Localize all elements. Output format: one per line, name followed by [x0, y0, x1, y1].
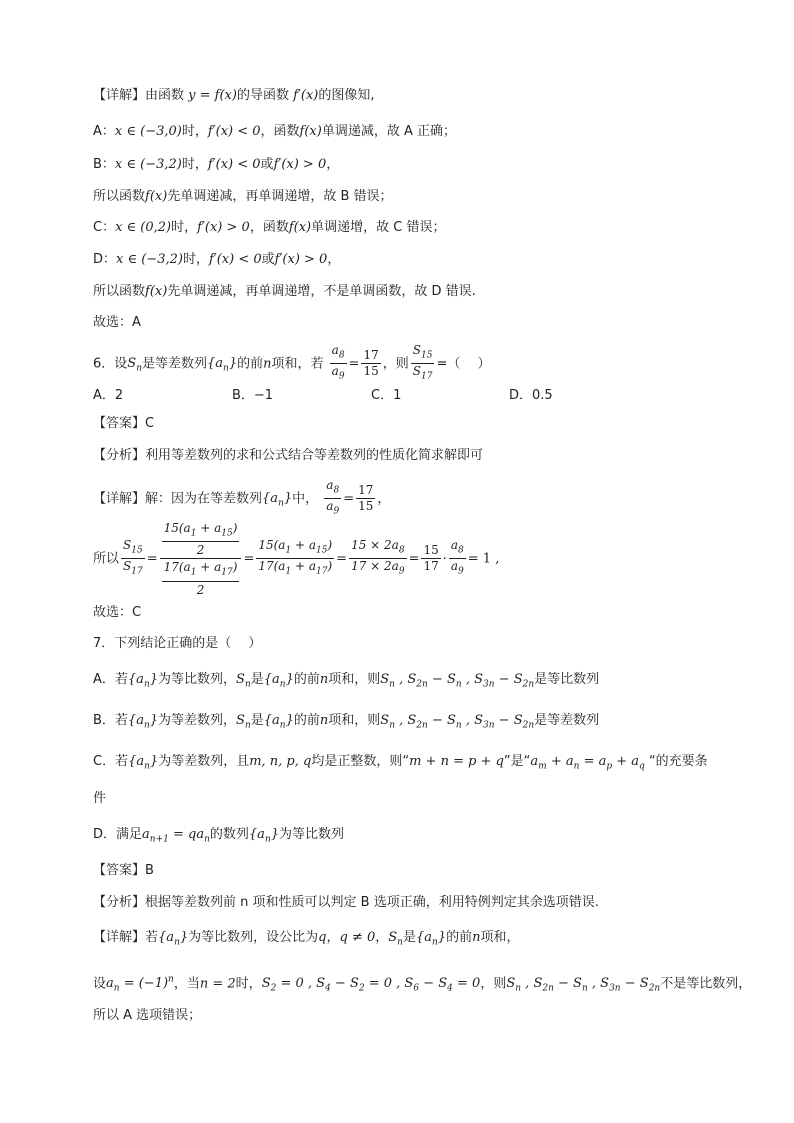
detail-line-d: D：x ∈ (−3,2)时，f′(x) < 0或f′(x) > 0，: [93, 252, 341, 267]
detail-6-derivation: 所以 $\frac{S_{15}}{S_{17}}$ = $\frac{\frac{15(a_1 + a_{15})}{2}}{\frac{17(a_1 + a_{17})}{2}}$ = $\frac{15(a_1 + a_{15})}{17(a_1 + a_{17})}$ = $\frac{15 \times 2a_8}{17 \times 2a_9}$ = $\frac{15}{17}$ · $\frac{a_8}{a_9}$ = 1 ,: [93, 521, 500, 597]
option-7b: B．若$\{a_n\}$为等差数列，$S_n$是$\{a_n\}$的前n项和，则$S_n$ , $S_{2n} - S_n$ , $S_{3n} - S_{2n}$是等差数列: [93, 713, 600, 731]
detail-line-b: B：x ∈ (−3,2)时，f′(x) < 0或f′(x) > 0，: [93, 157, 340, 172]
answer-6: 【答案】C: [93, 416, 155, 431]
answer-7: 【答案】B: [93, 863, 154, 878]
detail-7-line-1: 【详解】若$\{a_n\}$为等比数列，设公比为q，q ≠ 0，$S_n$是$\{a_n\}$的前n项和，: [93, 930, 520, 948]
detail-line-1: 【详解】由函数 y = f(x)的导函数 f′(x)的图像知,: [93, 88, 375, 103]
option-7c-cont: 件: [93, 791, 107, 806]
option-7d: D．满足$a_{n+1} = qa_n$的数列$\{a_n\}$为等比数列: [93, 827, 345, 845]
analysis-6: 【分析】利用等差数列的求和公式结合等差数列的性质化简求解即可: [93, 448, 484, 463]
option-7c: C．若$\{a_n\}$为等差数列，且m, n, p, q均是正整数，则“m + n = p + q”是“$a_m + a_n = a_p + a_q$ “的充要条: [93, 754, 708, 772]
option-7a: A．若$\{a_n\}$为等比数列，$S_n$是$\{a_n\}$的前n项和，则$S_n$ , $S_{2n} - S_n$ , $S_{3n} - S_{2n}$是等比数列: [93, 672, 600, 690]
math-fprime: f′(x): [293, 88, 319, 103]
option-6d: D．0.5: [509, 388, 553, 403]
option-6a: A．2: [93, 388, 124, 403]
question-6: 6．设$S_n$是等差数列$\{a_n\}$的前n项和，若 $\frac{a_8}{a_9}$ = $\frac{17}{15}$ ，则 $\frac{S_{15}}{S_{17}}$ =（ ）: [93, 343, 491, 382]
detail-7-line-3: 所以 A 选项错误；: [93, 1008, 202, 1023]
detail-7-line-2: 设$a_n = (-1)^n$，当n = 2时，$S_2 = 0$ , $S_4 - S_2 = 0$ , $S_6 - S_4 = 0$，则$S_n$ , $S_{2n} - S_n$ , $S_{3n} - S_{2n}$不是等比数列，: [93, 975, 752, 994]
detail-line-b-conclusion: 所以函数f(x)先单调递减，再单调递增，故 B 错误；: [93, 189, 393, 204]
option-6b: B．−1: [232, 388, 274, 403]
option-6c: C．1: [371, 388, 402, 403]
analysis-7: 【分析】根据等差数列前 n 项和性质可以判定 B 选项正确，利用特例判定其余选项错误.: [93, 895, 599, 910]
detail-line-c: C：x ∈ (0,2)时，f′(x) > 0，函数f(x)单调递增，故 C 错误；: [93, 220, 446, 235]
question-7: 7．下列结论正确的是（ ）: [93, 636, 262, 651]
detail-6-line-1: 【详解】解：因为在等差数列$\{a_n\}$中， $\frac{a_8}{a_9}$ = $\frac{17}{15}$ ，: [93, 478, 391, 517]
detail-tag: 【详解】: [93, 88, 146, 103]
answer-choice-6: 故选：C: [93, 605, 142, 620]
detail-line-a: A：x ∈ (−3,0)时，f′(x) < 0，函数f(x)单调递减，故 A 正确；: [93, 124, 457, 139]
answer-choice-5: 故选：A: [93, 315, 141, 330]
math-y-eq-fx: y = f(x): [188, 88, 237, 103]
detail-line-d-conclusion: 所以函数f(x)先单调递减，再单调递增，不是单调函数，故 D 错误.: [93, 284, 476, 299]
